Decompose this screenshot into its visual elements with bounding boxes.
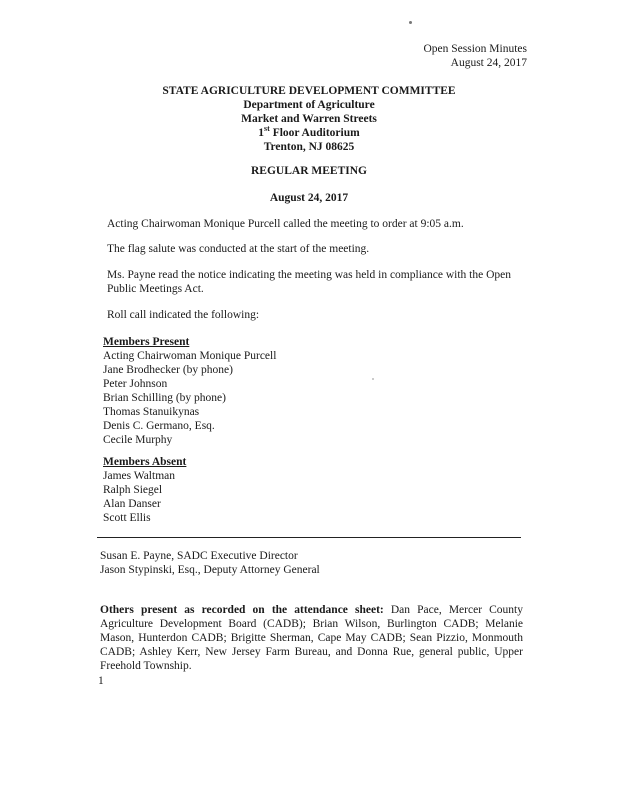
list-item: James Waltman <box>103 470 175 482</box>
members-absent-heading: Members Absent <box>103 456 187 468</box>
title-block <box>0 84 618 154</box>
list-item: Peter Johnson <box>103 378 168 390</box>
others-present-paragraph <box>100 603 523 673</box>
call-to-order-paragraph: Acting Chairwoman Monique Purcell called the meeting to order at 9:05 a.m. <box>107 218 464 230</box>
members-absent-list <box>103 455 186 525</box>
list-item: Cecile Murphy <box>103 434 173 446</box>
city-address: Trenton, NJ 08625 <box>263 141 355 153</box>
list-item: Jason Stypinski, Esq., Deputy Attorney General <box>100 564 320 576</box>
section-divider <box>97 537 521 538</box>
meeting-type: REGULAR MEETING <box>251 165 367 177</box>
header-line-1: Open Session Minutes <box>423 43 527 55</box>
list-item: Ralph Siegel <box>103 484 163 496</box>
list-item: Jane Brodhecker (by phone) <box>103 364 233 376</box>
page-number: 1 <box>98 675 104 687</box>
list-item: Thomas Stanuikynas <box>103 406 200 418</box>
list-item: Brian Schilling (by phone) <box>103 392 226 404</box>
flag-salute-paragraph: The flag salute was conducted at the start of the meeting. <box>107 243 370 255</box>
committee-name: STATE AGRICULTURE DEVELOPMENT COMMITTEE <box>162 85 456 97</box>
members-present-heading: Members Present <box>103 336 190 348</box>
staff-list <box>100 549 320 577</box>
scan-speck <box>409 21 412 24</box>
members-present-list <box>103 335 276 447</box>
department-name: Department of Agriculture <box>243 99 375 111</box>
list-item: Scott Ellis <box>103 512 151 524</box>
page-header <box>380 42 527 70</box>
others-present-text: Dan Pace, Mercer County Agriculture Development Board (CADB); Brian Wilson, Burlington CADB; Melanie Mason, Hunterdon CADB; Brigitte Sherman, Cape May CADB; Sean Pizzio, Monmouth CADB; Ashley Kerr, New Jersey Farm Bureau, and Donna Rue, general public, Upper Freehold Township. <box>100 604 523 672</box>
notice-paragraph: Ms. Payne read the notice indicating the meeting was held in compliance with the Open Public Meetings Act. <box>107 269 511 295</box>
list-item: Susan E. Payne, SADC Executive Director <box>100 550 298 562</box>
list-item: Denis C. Germano, Esq. <box>103 420 215 432</box>
list-item: Acting Chairwoman Monique Purcell <box>103 350 277 362</box>
meeting-date: August 24, 2017 <box>269 192 349 204</box>
header-line-2: August 24, 2017 <box>450 57 527 69</box>
others-present-label: Others present as recorded on the attendance sheet: <box>100 604 384 616</box>
list-item: Alan Danser <box>103 498 161 510</box>
scan-speck <box>372 378 374 380</box>
street-address: Market and Warren Streets <box>241 113 377 125</box>
roll-call-paragraph: Roll call indicated the following: <box>107 309 260 321</box>
floor-location: 1st Floor Auditorium <box>258 124 360 139</box>
